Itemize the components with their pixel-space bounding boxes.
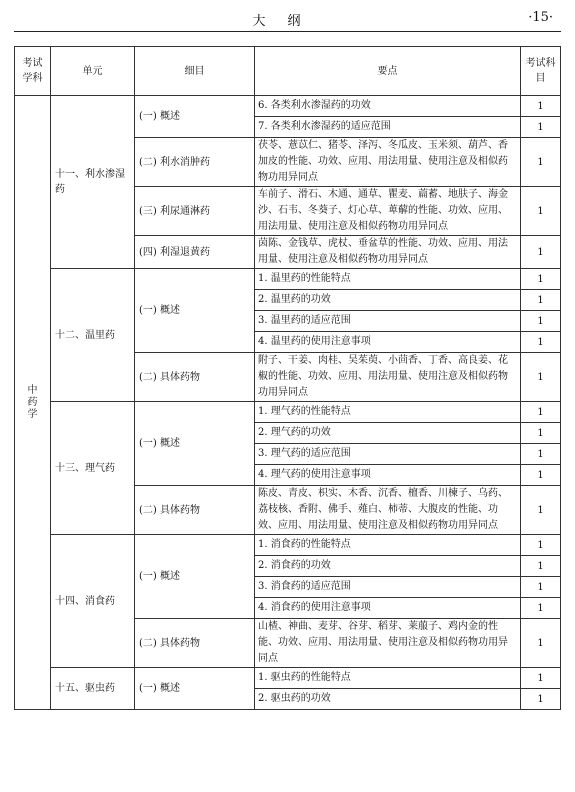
subject-cell	[15, 96, 51, 710]
level-cell: 1	[521, 311, 561, 332]
point-cell: 6. 各类利水渗湿药的功效	[255, 96, 521, 117]
point-cell: 茯苓、薏苡仁、猪苓、泽泻、冬瓜皮、玉米须、葫芦、香加皮的性能、功效、应用、用法用量、使用注意及相似药物功用异同点	[255, 138, 521, 187]
level-cell: 1	[521, 535, 561, 556]
detail-cell: (一) 概述	[135, 269, 255, 353]
level-cell: 1	[521, 619, 561, 668]
level-cell: 1	[521, 96, 561, 117]
level-cell: 1	[521, 187, 561, 236]
level-cell: 1	[521, 577, 561, 598]
unit-cell: 十二、温里药	[51, 269, 135, 402]
level-cell: 1	[521, 332, 561, 353]
detail-cell: (一) 概述	[135, 96, 255, 138]
detail-cell: (二) 具体药物	[135, 486, 255, 535]
header-divider	[14, 31, 561, 32]
column-header-points: 要点	[255, 47, 521, 96]
point-cell: 附子、干姜、肉桂、吴茱萸、小茴香、丁香、高良姜、花椒的性能、功效、应用、用法用量、使用注意及相似药物功用异同点	[255, 353, 521, 402]
point-cell: 2. 消食药的功效	[255, 556, 521, 577]
column-header-detail: 细目	[135, 47, 255, 96]
point-cell: 1. 消食药的性能特点	[255, 535, 521, 556]
unit-cell: 十三、理气药	[51, 402, 135, 535]
table-row	[15, 402, 561, 423]
page-number: ·15·	[528, 10, 553, 25]
table-row	[15, 668, 561, 689]
level-cell: 1	[521, 269, 561, 290]
point-cell: 2. 理气药的功效	[255, 423, 521, 444]
point-cell: 1. 驱虫药的性能特点	[255, 668, 521, 689]
level-cell: 1	[521, 290, 561, 311]
column-header-unit: 单元	[51, 47, 135, 96]
detail-cell: (四) 利湿退黄药	[135, 236, 255, 269]
level-cell: 1	[521, 668, 561, 689]
detail-cell: (三) 利尿通淋药	[135, 187, 255, 236]
point-cell: 4. 消食药的使用注意事项	[255, 598, 521, 619]
detail-cell: (一) 概述	[135, 402, 255, 486]
level-cell: 1	[521, 423, 561, 444]
point-cell: 3. 消食药的适应范围	[255, 577, 521, 598]
point-cell: 车前子、滑石、木通、通草、瞿麦、萹蓄、地肤子、海金沙、石韦、冬葵子、灯心草、萆薢的性能、功效、应用、用法用量、使用注意及相似药物功用异同点	[255, 187, 521, 236]
level-cell: 1	[521, 138, 561, 187]
table-row	[15, 535, 561, 556]
level-cell: 1	[521, 689, 561, 710]
point-cell: 4. 温里药的使用注意事项	[255, 332, 521, 353]
point-cell: 7. 各类利水渗湿药的适应范围	[255, 117, 521, 138]
unit-cell: 十五、驱虫药	[51, 668, 135, 710]
column-header-level: 考试科目	[521, 47, 561, 96]
point-cell: 山楂、神曲、麦芽、谷芽、稻芽、莱菔子、鸡内金的性能、功效、应用、用法用量、使用注意及相似药物功用异同点	[255, 619, 521, 668]
point-cell: 4. 理气药的使用注意事项	[255, 465, 521, 486]
level-cell: 1	[521, 117, 561, 138]
level-cell: 1	[521, 598, 561, 619]
level-cell: 1	[521, 444, 561, 465]
detail-cell: (一) 概述	[135, 668, 255, 710]
detail-cell: (二) 具体药物	[135, 619, 255, 668]
point-cell: 3. 温里药的适应范围	[255, 311, 521, 332]
detail-cell: (一) 概述	[135, 535, 255, 619]
point-cell: 2. 温里药的功效	[255, 290, 521, 311]
subject-label: 中药学	[27, 384, 38, 420]
table-row	[15, 269, 561, 290]
level-cell: 1	[521, 236, 561, 269]
detail-cell: (二) 具体药物	[135, 353, 255, 402]
level-cell: 1	[521, 486, 561, 535]
syllabus-table	[14, 46, 561, 710]
unit-cell: 十一、利水渗湿药	[51, 96, 135, 269]
point-cell: 1. 理气药的性能特点	[255, 402, 521, 423]
level-cell: 1	[521, 556, 561, 577]
detail-cell: (二) 利水消肿药	[135, 138, 255, 187]
point-cell: 陈皮、青皮、枳实、木香、沉香、檀香、川楝子、乌药、荔枝核、香附、佛手、薤白、柿蒂、大腹皮的性能、功效、应用、用法用量、使用注意及相似药物功用异同点	[255, 486, 521, 535]
level-cell: 1	[521, 402, 561, 423]
level-cell: 1	[521, 353, 561, 402]
point-cell: 3. 理气药的适应范围	[255, 444, 521, 465]
page-header-title: 大纲	[252, 14, 323, 29]
table-header-row	[15, 47, 561, 96]
unit-cell: 十四、消食药	[51, 535, 135, 668]
point-cell: 茵陈、金钱草、虎杖、垂盆草的性能、功效、应用、用法用量、使用注意及相似药物功用异同点	[255, 236, 521, 269]
level-cell: 1	[521, 465, 561, 486]
table-row	[15, 96, 561, 117]
point-cell: 2. 驱虫药的功效	[255, 689, 521, 710]
table-body	[15, 96, 561, 710]
column-header-subject: 考试学科	[15, 47, 51, 96]
point-cell: 1. 温里药的性能特点	[255, 269, 521, 290]
